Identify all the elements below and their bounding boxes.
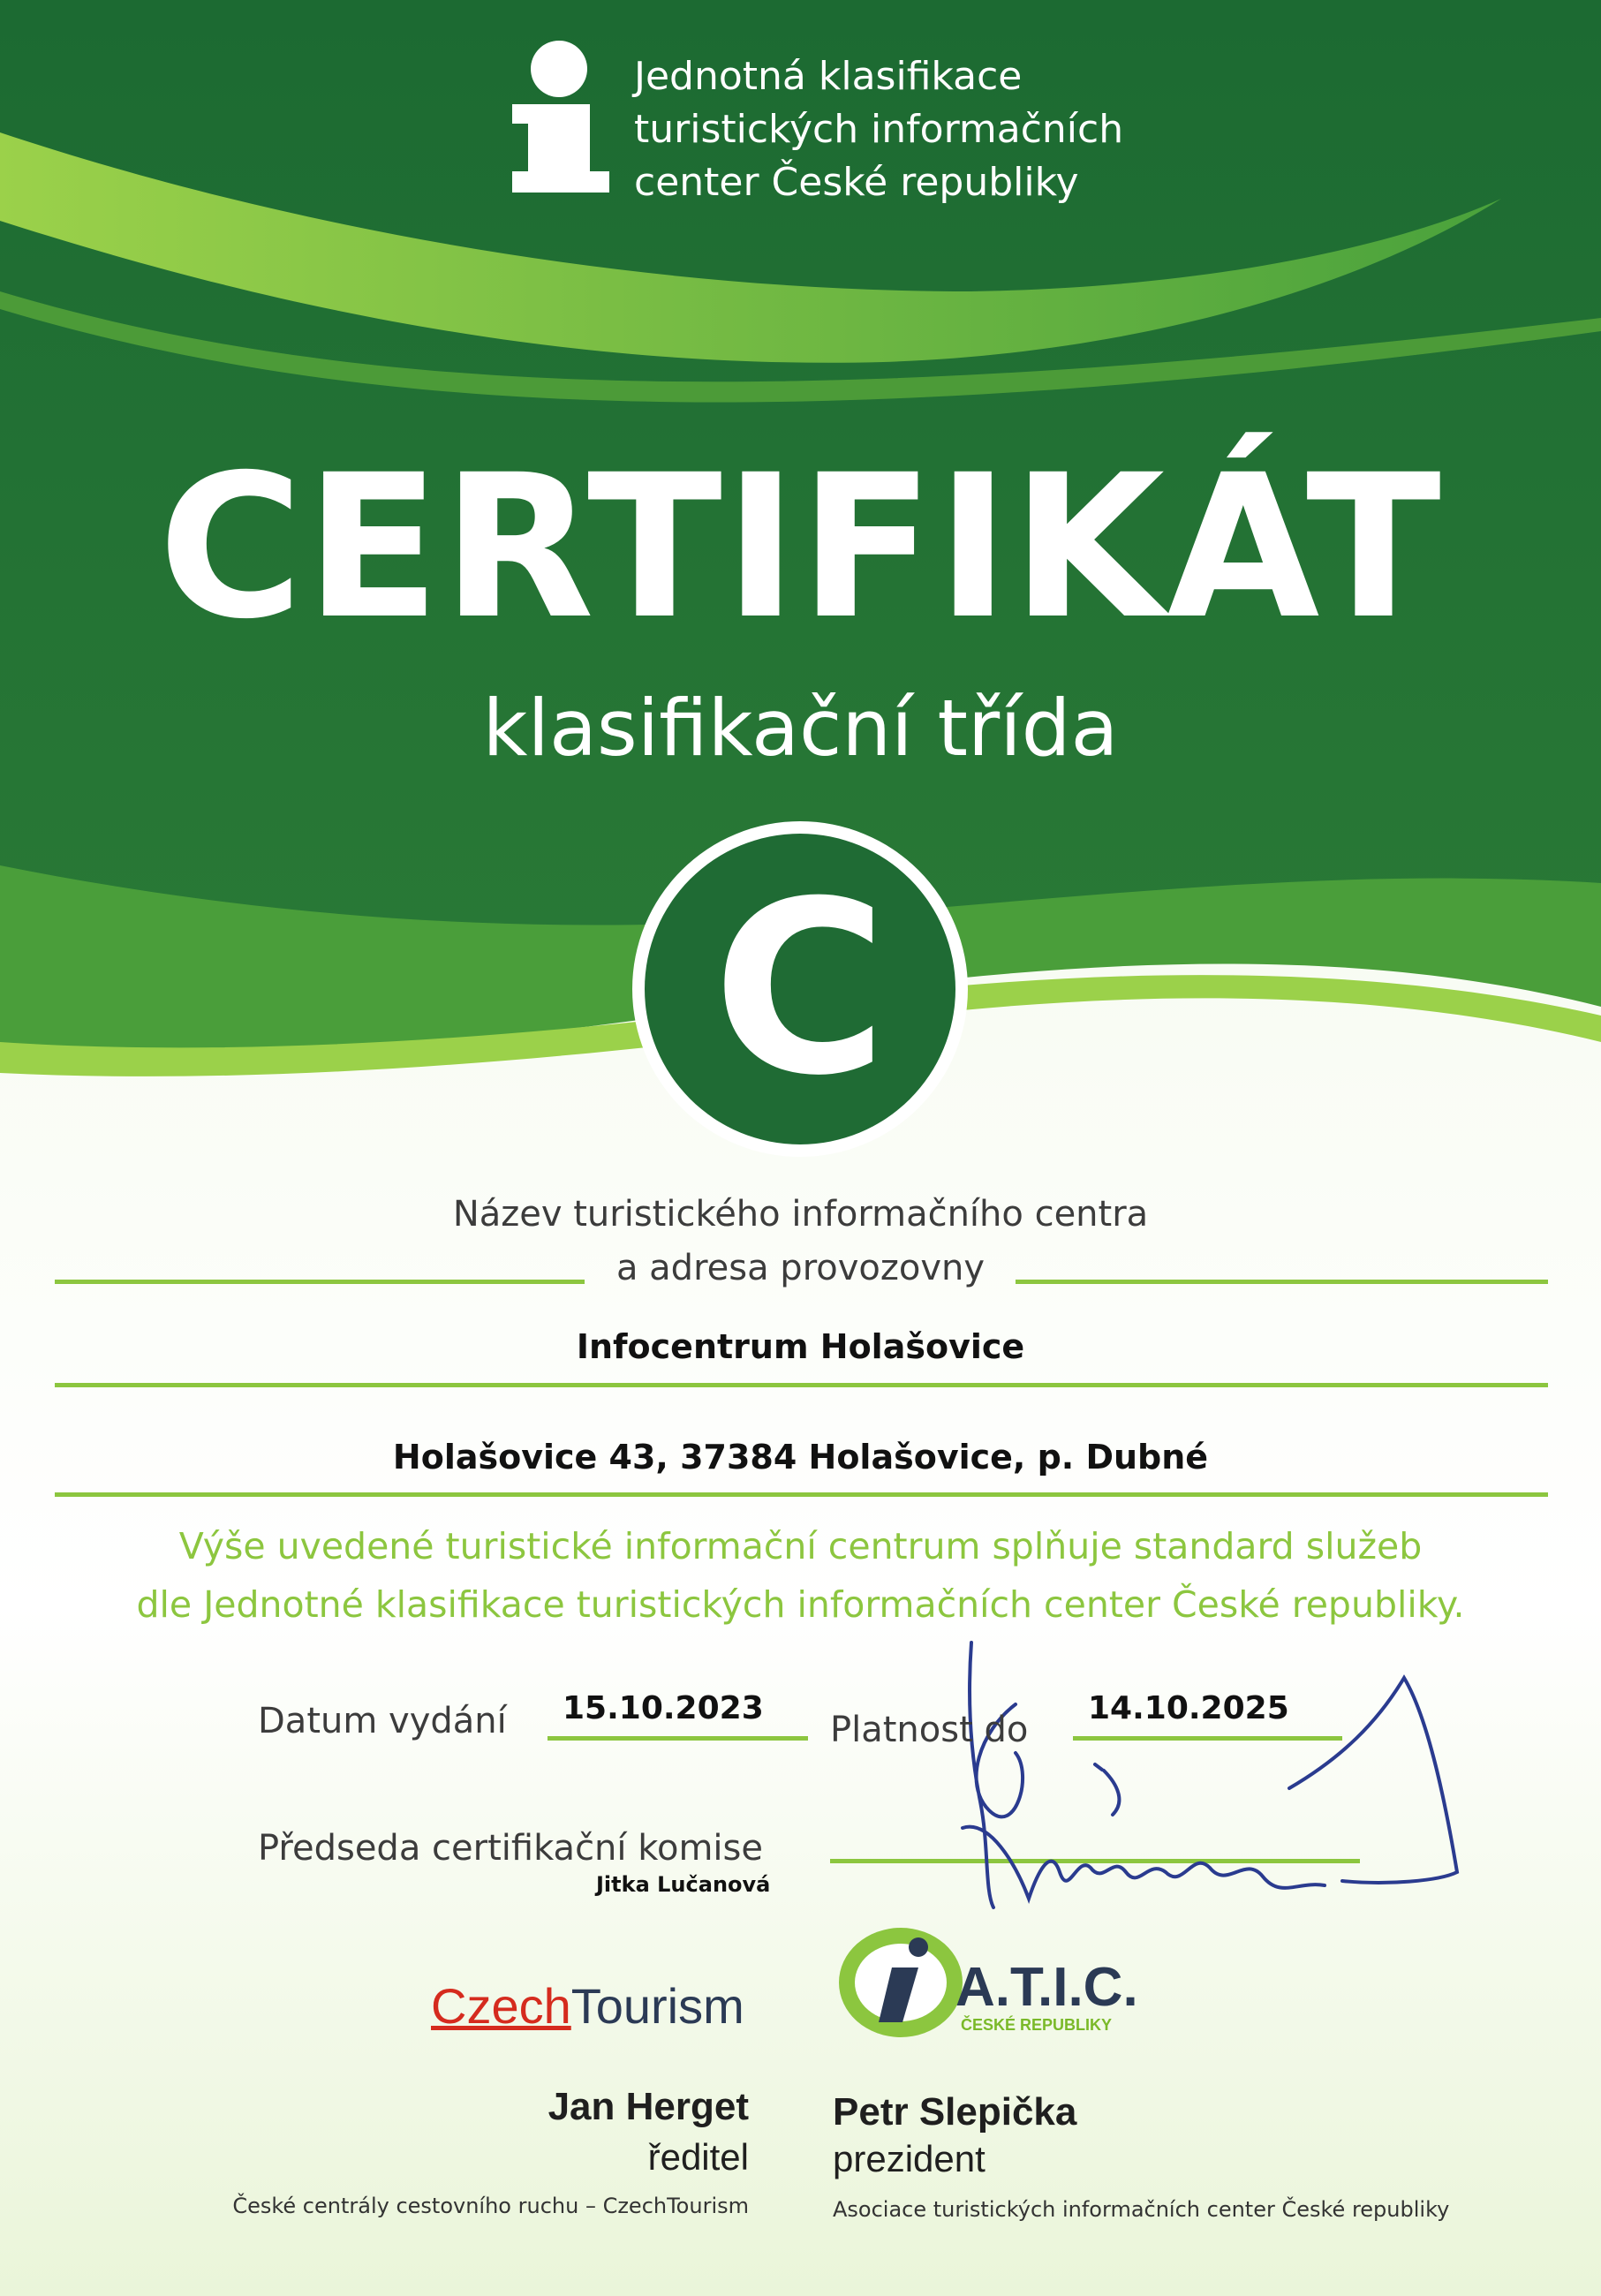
committee-chair-name: Jitka Lučanová	[596, 1872, 771, 1897]
line-centre-name	[55, 1383, 1548, 1387]
centre-address: Holašovice 43, 37384 Holašovice, p. Dubné	[392, 1438, 1209, 1477]
left-signatory-role: ředitel	[647, 2136, 749, 2178]
statement-line2: dle Jednotné klasifikace turistických informačních center České republiky.	[136, 1583, 1465, 1626]
committee-chair-label: Předseda certifikační komise	[258, 1828, 763, 1869]
atic-logo-icon	[839, 1928, 963, 2037]
name-label-line2: a adresa provozovny	[615, 1248, 986, 1288]
line-committee	[830, 1859, 1360, 1863]
statement-line1: Výše uvedené turistické informační centrum splňuje standard služeb	[178, 1525, 1423, 1567]
line-centre-address	[55, 1492, 1548, 1497]
left-signatory-name: Jan Herget	[548, 2085, 749, 2128]
left-signatory-org: České centrály cestovního ruchu – CzechTourism	[232, 2194, 749, 2218]
certificate-subtitle: klasifikační třída	[482, 683, 1119, 774]
header-line-3: center České republiky	[634, 160, 1079, 205]
czechtourism-logo-czech: Czech	[431, 1978, 571, 2034]
right-signatory-role: prezident	[833, 2138, 986, 2179]
class-letter: C	[712, 850, 888, 1128]
issue-date-label: Datum vydání	[258, 1701, 507, 1741]
czechtourism-logo	[431, 1978, 744, 2035]
certificate-title: CERTIFIKÁT	[158, 432, 1443, 662]
right-signatory-name: Petr Slepička	[833, 2090, 1077, 2134]
czechtourism-logo-tourism: Tourism	[570, 1978, 744, 2034]
centre-name: Infocentrum Holašovice	[576, 1327, 1025, 1366]
line-valid-date	[1073, 1736, 1342, 1741]
line-issue-date	[548, 1736, 808, 1741]
header-line-2: turistických informačních	[634, 107, 1124, 152]
issue-date-value: 15.10.2023	[563, 1690, 764, 1726]
name-label-line1: Název turistického informačního centra	[452, 1194, 1149, 1235]
header-line-1: Jednotná klasifikace	[634, 54, 1023, 99]
right-signatory-org: Asociace turistických informačních center České republiky	[833, 2197, 1450, 2222]
valid-until-value: 14.10.2025	[1088, 1690, 1289, 1726]
valid-until-label: Platnost do	[830, 1710, 1029, 1750]
atic-logo-subtitle: ČESKÉ REPUBLIKY	[961, 2016, 1113, 2034]
atic-logo-text: A.T.I.C.	[955, 1957, 1138, 2018]
